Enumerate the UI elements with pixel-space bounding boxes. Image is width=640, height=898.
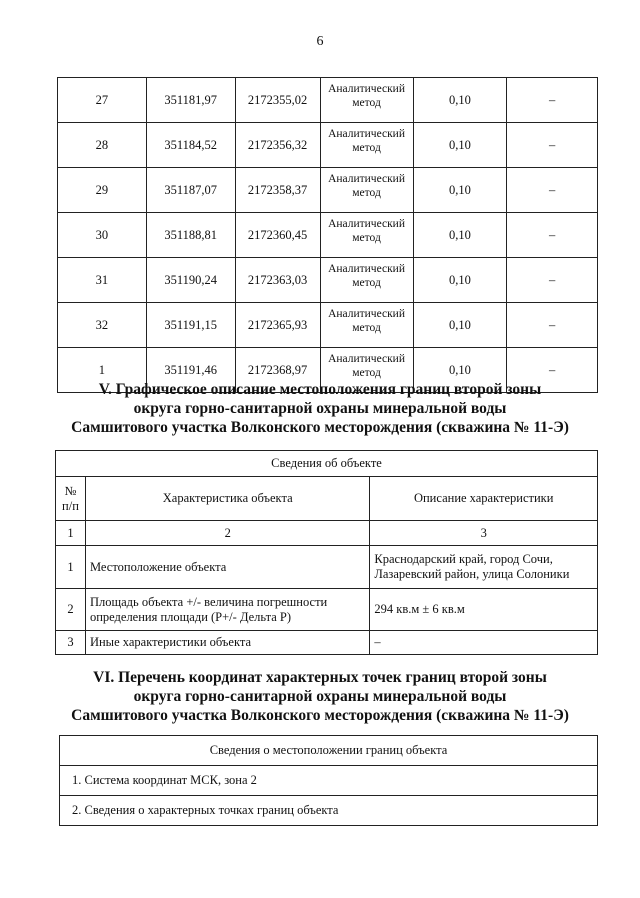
point-number: 31 (58, 258, 147, 303)
method: Аналитический метод (320, 78, 413, 123)
coord-y: 2172358,37 (235, 168, 320, 213)
section-v-heading-line: V. Графическое описание местоположения границ второй зоны (98, 381, 542, 398)
table-row (58, 78, 598, 123)
note: – (507, 168, 598, 213)
col-index: 2 (85, 521, 369, 546)
method: Аналитический метод (320, 348, 413, 393)
accuracy: 0,10 (413, 213, 507, 258)
row-description: 294 кв.м ± 6 кв.м (370, 589, 598, 631)
point-number: 27 (58, 78, 147, 123)
col-index: 1 (56, 521, 86, 546)
coord-y: 2172365,93 (235, 303, 320, 348)
table-row (56, 589, 598, 631)
accuracy: 0,10 (413, 78, 507, 123)
coord-x: 351191,46 (146, 348, 235, 393)
coord-x: 351187,07 (146, 168, 235, 213)
table-row (60, 796, 598, 826)
method: Аналитический метод (320, 258, 413, 303)
accuracy: 0,10 (413, 168, 507, 213)
table-row (58, 258, 598, 303)
section-vi-heading (40, 668, 600, 725)
note: – (507, 348, 598, 393)
row-characteristic: Местоположение объекта (85, 546, 369, 589)
coord-y: 2172360,45 (235, 213, 320, 258)
table-row (58, 168, 598, 213)
section-v-heading (40, 380, 600, 437)
coord-x: 351191,15 (146, 303, 235, 348)
accuracy: 0,10 (413, 123, 507, 168)
row-number: 1 (56, 546, 86, 589)
col-header-description: Описание характеристики (370, 477, 598, 521)
accuracy: 0,10 (413, 258, 507, 303)
note: – (507, 213, 598, 258)
section-vi-heading-line: Самшитового участка Волконского месторождения (скважина № 11-Э) (71, 707, 569, 724)
point-number: 28 (58, 123, 147, 168)
boundaries-row: 1. Система координат МСК, зона 2 (60, 766, 598, 796)
section-v-heading-line: округа горно-санитарной охраны минеральной воды (133, 400, 507, 417)
boundaries-table-title: Сведения о местоположении границ объекта (60, 736, 598, 766)
method: Аналитический метод (320, 168, 413, 213)
table-row (56, 546, 598, 589)
boundaries-info-table (59, 735, 598, 826)
object-table-title: Сведения об объекте (56, 451, 598, 477)
coord-x: 351190,24 (146, 258, 235, 303)
coord-x: 351188,81 (146, 213, 235, 258)
row-characteristic: Площадь объекта +/- величина погрешности определения площади (P+/- Дельта P) (85, 589, 369, 631)
boundaries-row: 2. Сведения о характерных точках границ объекта (60, 796, 598, 826)
table-row (58, 303, 598, 348)
table-row (58, 123, 598, 168)
row-characteristic: Иные характеристики объекта (85, 631, 369, 655)
coord-y: 2172356,32 (235, 123, 320, 168)
coord-y: 2172368,97 (235, 348, 320, 393)
note: – (507, 303, 598, 348)
section-vi-heading-line: VI. Перечень координат характерных точек границ второй зоны (93, 669, 547, 686)
point-number: 1 (58, 348, 147, 393)
coord-y: 2172355,02 (235, 78, 320, 123)
note: – (507, 78, 598, 123)
row-description: – (370, 631, 598, 655)
coordinates-table (57, 77, 598, 393)
page-number: 6 (316, 34, 324, 49)
accuracy: 0,10 (413, 348, 507, 393)
section-vi-heading-line: округа горно-санитарной охраны минеральной воды (133, 688, 507, 705)
note: – (507, 258, 598, 303)
table-row (58, 213, 598, 258)
point-number: 29 (58, 168, 147, 213)
col-index: 3 (370, 521, 598, 546)
method: Аналитический метод (320, 213, 413, 258)
row-description: Краснодарский край, город Сочи, Лазаревский район, улица Солоники (370, 546, 598, 589)
note: – (507, 123, 598, 168)
point-number: 30 (58, 213, 147, 258)
accuracy: 0,10 (413, 303, 507, 348)
section-v-heading-line: Самшитового участка Волконского месторождения (скважина № 11-Э) (71, 419, 569, 436)
table-row (56, 631, 598, 655)
coord-x: 351181,97 (146, 78, 235, 123)
point-number: 32 (58, 303, 147, 348)
object-info-table (55, 450, 598, 655)
table-row (60, 766, 598, 796)
col-header-number: № п/п (56, 477, 86, 521)
col-header-characteristic: Характеристика объекта (85, 477, 369, 521)
coord-y: 2172363,03 (235, 258, 320, 303)
coord-x: 351184,52 (146, 123, 235, 168)
row-number: 2 (56, 589, 86, 631)
method: Аналитический метод (320, 303, 413, 348)
method: Аналитический метод (320, 123, 413, 168)
row-number: 3 (56, 631, 86, 655)
